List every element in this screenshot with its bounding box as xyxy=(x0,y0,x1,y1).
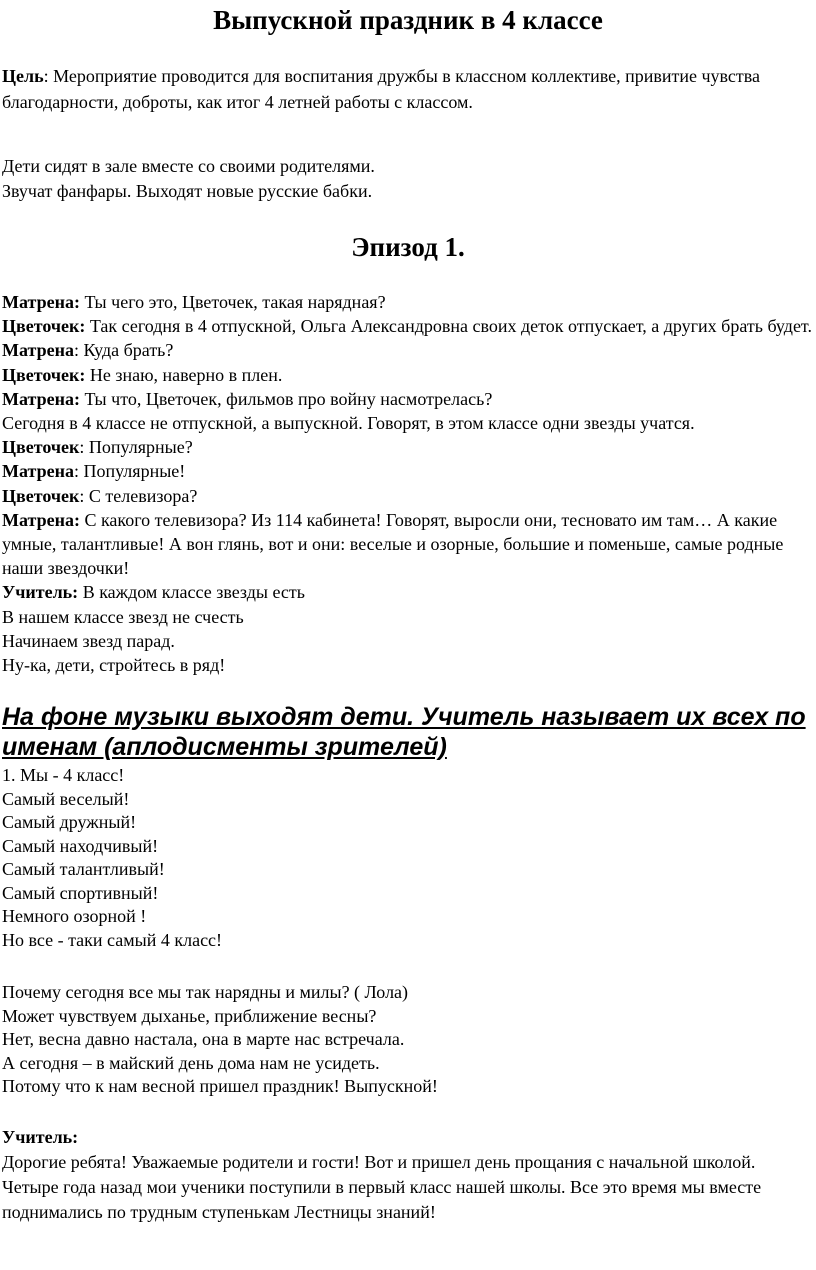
poem-line: А сегодня – в майский день дома нам не усидеть. xyxy=(2,1052,380,1073)
speaker-name: Матрена: xyxy=(2,509,80,530)
intro-line: Звучат фанфары. Выходят новые русские бабки. xyxy=(2,181,373,201)
goal-label: Цель xyxy=(2,66,44,86)
speaker-name: Цветочек: xyxy=(2,364,86,385)
list-item: Самый спортивный! xyxy=(2,882,159,903)
dialog-text: Ну-ка, дети, стройтесь в ряд! xyxy=(2,655,226,676)
goal-text: : Мероприятие проводится для воспитания дружбы в классном коллективе, привитие чувства благодарности, доброты, как итог 4 летней работы с классом. xyxy=(2,66,761,112)
poem-line: Может чувствуем дыханье, приближение весны? xyxy=(2,1005,377,1026)
list-item: Самый находчивый! xyxy=(2,835,159,856)
dialog-text: Сегодня в 4 классе не отпускной, а выпускной. Говорят, в этом классе одни звезды учатся. xyxy=(2,413,695,434)
dialog-text: : С телевизора? xyxy=(79,485,198,506)
list-item: Самый талантливый! xyxy=(2,859,165,879)
dialog-text: Начинаем звезд парад. xyxy=(2,630,175,651)
dialog-line xyxy=(2,435,814,459)
speaker-name: Цветочек xyxy=(2,437,80,458)
list-item: Немного озорной ! xyxy=(2,906,147,926)
speaker-name: Цветочек xyxy=(2,485,80,506)
dialog-line xyxy=(2,314,814,338)
dialog-text: Не знаю, наверно в плен. xyxy=(85,364,283,385)
speaker-name: Матрена xyxy=(2,340,74,361)
dialog-line xyxy=(2,629,814,653)
dialog-text: В каждом классе звезды есть xyxy=(78,582,305,603)
dialog-block xyxy=(2,290,814,677)
speaker-name: Матрена xyxy=(2,461,74,482)
speaker-name: Матрена: xyxy=(2,388,80,409)
goal-paragraph xyxy=(2,63,814,115)
dialog-text: В нашем классе звезд не счесть xyxy=(2,606,244,627)
dialog-text: С какого телевизора? Из 114 кабинета! Говорят, выросли они, тесновато им там… А какие умные, талантливые! А вон глянь, вот и они: веселые и озорные, большие и поменьше, самые родные наши звездочки! xyxy=(2,509,784,579)
dialog-line xyxy=(2,508,814,581)
dialog-line xyxy=(2,411,814,435)
teacher-text: Дорогие ребята! Уважаемые родители и гости! Вот и пришел день прощания с начальной школой. Четыре года назад мои ученики поступили в первый класс нашей школы. Все это время мы вместе поднимались по трудным ступенькам Лестницы знаний! xyxy=(2,1152,762,1222)
list-item: 1. Мы - 4 класс! xyxy=(2,765,125,785)
children-list xyxy=(2,764,814,952)
dialog-text: : Популярные! xyxy=(73,461,186,482)
dialog-line xyxy=(2,290,814,314)
dialog-line xyxy=(2,484,814,508)
dialog-line xyxy=(2,387,814,411)
list-item: Но все - таки самый 4 класс! xyxy=(2,929,223,950)
list-item: Самый дружный! xyxy=(2,812,137,832)
speaker-name: Матрена: xyxy=(2,292,80,312)
poem-block xyxy=(2,981,814,1099)
dialog-line xyxy=(2,580,814,604)
speaker-name: Цветочек: xyxy=(2,316,86,337)
dialog-text: Так сегодня в 4 отпускной, Ольга Александровна своих деток отпускает, а других брать будет. xyxy=(85,316,812,337)
dialog-line xyxy=(2,605,814,629)
intro-block xyxy=(2,154,814,204)
intro-line: Дети сидят в зале вместе со своими родителями. xyxy=(2,156,375,176)
teacher-speech xyxy=(2,1125,814,1225)
poem-line: Почему сегодня все мы так нарядны и милы? ( Лола) xyxy=(2,982,409,1002)
list-item: Самый веселый! xyxy=(2,788,130,809)
dialog-line xyxy=(2,363,814,387)
episode-heading: Эпизод 1. xyxy=(351,232,465,262)
dialog-text: : Популярные? xyxy=(79,437,193,458)
dialog-text: Ты чего это, Цветочек, такая нарядная? xyxy=(79,292,386,312)
dialog-line xyxy=(2,653,814,677)
stage-direction: На фоне музыки выходят дети. Учитель называет их всех по именам (аплодисменты зрителей) xyxy=(2,703,806,761)
poem-line: Нет, весна давно настала, она в марте нас встречала. xyxy=(2,1029,405,1049)
dialog-line xyxy=(2,459,814,483)
dialog-text: Ты что, Цветочек, фильмов про войну насмотрелась? xyxy=(79,388,493,409)
poem-line: Потому что к нам весной пришел праздник! Выпускной! xyxy=(2,1076,438,1096)
dialog-text: : Куда брать? xyxy=(73,340,174,361)
speaker-name: Учитель: xyxy=(2,582,79,603)
teacher-label: Учитель: xyxy=(2,1127,79,1147)
document-title: Выпускной праздник в 4 классе xyxy=(213,5,603,35)
dialog-line xyxy=(2,338,814,362)
